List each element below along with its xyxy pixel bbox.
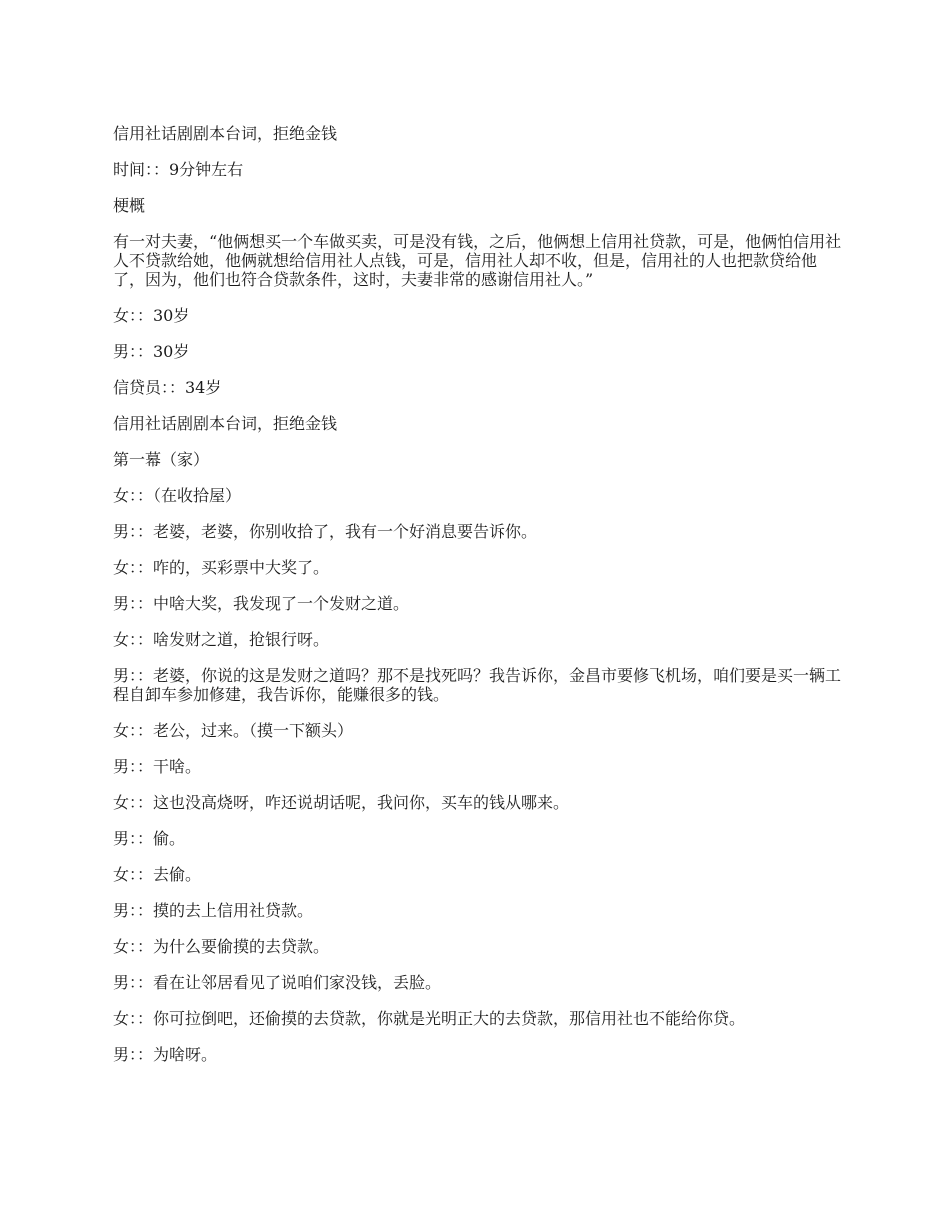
- document-body: [113, 124, 843, 1081]
- character-male: 男：：30岁: [113, 342, 190, 361]
- document-title-repeat: 信用社话剧剧本台词，拒绝金钱: [113, 414, 338, 433]
- dialogue-line: 男：：中啥大奖，我发现了一个发财之道。: [113, 594, 410, 613]
- duration-line: 时间：：9分钟左右: [113, 160, 244, 179]
- dialogue-line: 男：：摸的去上信用社贷款。: [113, 901, 314, 920]
- dialogue-line: 女：：啥发财之道，抢银行呀。: [113, 630, 330, 649]
- dialogue-line: 女：：为什么要偷摸的去贷款。: [113, 937, 330, 956]
- dialogue-line: 女：：（在收拾屋）: [113, 486, 242, 505]
- dialogue-line: 男：：老婆，老婆，你别收拾了，我有一个好消息要告诉你。: [113, 522, 538, 541]
- dialogue-line: 女：：你可拉倒吧，还偷摸的去贷款，你就是光明正大的去贷款，那信用社也不能给你贷。: [113, 1009, 746, 1028]
- character-loan-officer: 信贷员：：34岁: [113, 378, 222, 397]
- synopsis-paragraph: 有一对夫妻，“他俩想买一个车做买卖，可是没有钱，之后，他俩想上信用社贷款，可是，他俩怕信用社人不贷款给她，他俩就想给信用社人点钱，可是，信用社人却不收，但是，信用社的人也把款贷给他了，因为，他们也符合贷款条件，这时，夫妻非常的感谢信用社人。”: [113, 232, 842, 289]
- dialogue-line: 男：：偷。: [113, 829, 186, 848]
- dialogue-line: 女：：去偷。: [113, 865, 202, 884]
- document-title: 信用社话剧剧本台词，拒绝金钱: [113, 124, 338, 143]
- dialogue-line: 女：：这也没高烧呀，咋还说胡话呢，我问你，买车的钱从哪来。: [113, 793, 570, 812]
- character-female: 女：：30岁: [113, 306, 190, 325]
- synopsis-heading: 梗概: [113, 196, 146, 215]
- dialogue-line: 男：：干啥。: [113, 757, 202, 776]
- dialogue-line: 女：：咋的，买彩票中大奖了。: [113, 558, 330, 577]
- dialogue-line: 男：：为啥呀。: [113, 1045, 218, 1064]
- dialogue-line: 女：：老公，过来。（摸一下额头）: [113, 721, 354, 740]
- dialogue-line: 男：：老婆，你说的这是发财之道吗？那不是找死吗？我告诉你，金昌市要修飞机场，咱们要是买一辆工程自卸车参加修建，我告诉你，能赚很多的钱。: [113, 666, 842, 704]
- act-heading: 第一幕（家）: [113, 450, 210, 469]
- dialogue-line: 男：：看在让邻居看见了说咱们家没钱，丢脸。: [113, 973, 442, 992]
